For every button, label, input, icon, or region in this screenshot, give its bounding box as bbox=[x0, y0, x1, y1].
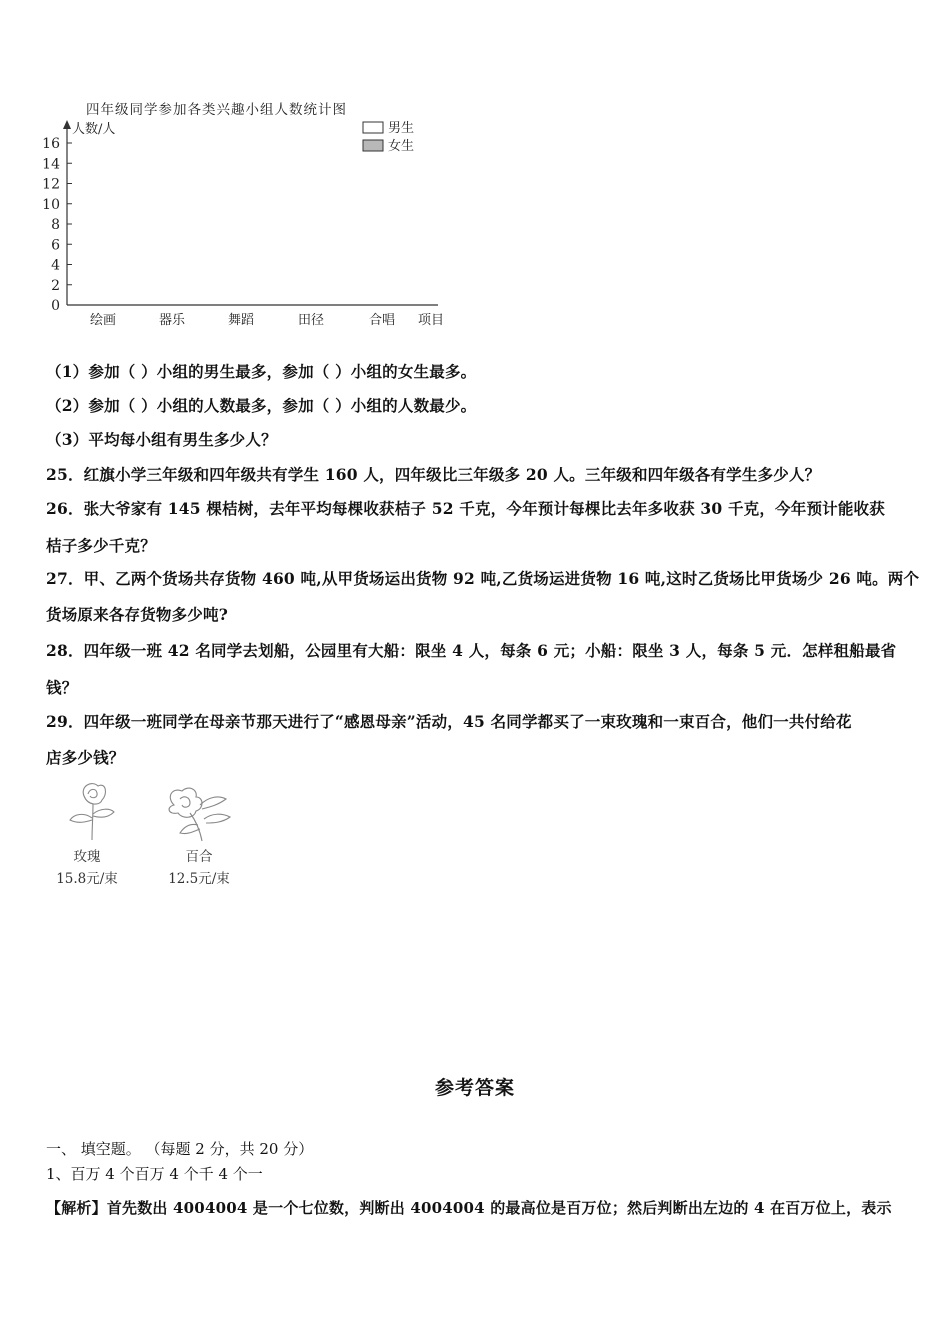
y-tick-label: 2 bbox=[51, 277, 60, 294]
question-24-1: （1）参加（ ）小组的男生最多，参加（ ）小组的女生最多。 bbox=[46, 362, 477, 381]
answers-section-heading: 一、 填空题。 （每题 2 分，共 20 分） bbox=[46, 1140, 314, 1158]
legend-label-boys: 男生 bbox=[388, 121, 415, 136]
question-24-2: （2）参加（ ）小组的人数最多，参加（ ）小组的人数最少。 bbox=[46, 396, 477, 415]
y-tick-label: 4 bbox=[51, 257, 60, 274]
question-28-line2: 钱？ bbox=[46, 678, 78, 697]
x-axis-label: 项目 bbox=[418, 313, 445, 328]
y-tick-label: 14 bbox=[42, 156, 60, 173]
y-tick-label: 8 bbox=[51, 217, 60, 233]
bar-chart bbox=[30, 115, 460, 335]
rose-name: 玫瑰 bbox=[73, 849, 101, 865]
legend-swatch-girls bbox=[363, 140, 383, 151]
x-category-label: 舞蹈 bbox=[227, 313, 255, 328]
x-category-label: 器乐 bbox=[158, 313, 186, 328]
analysis-line bbox=[46, 1197, 892, 1218]
analysis-tag: 【解析】 bbox=[46, 1199, 107, 1217]
x-category-label: 田径 bbox=[297, 313, 325, 328]
question-24-3: （3）平均每小组有男生多少人？ bbox=[46, 430, 277, 449]
rose-price: 15.8元/束 bbox=[56, 871, 118, 887]
rose-icon bbox=[62, 778, 122, 842]
question-25: 25．红旗小学三年级和四年级共有学生 160 人，四年级比三年级多 20 人。三年级和四年级各有学生多少人？ bbox=[46, 465, 821, 484]
x-category-label: 合唱 bbox=[368, 313, 396, 328]
legend bbox=[363, 120, 414, 154]
x-categories bbox=[90, 312, 395, 328]
lily-price: 12.5元/束 bbox=[168, 871, 230, 887]
answers-title: 参考答案 bbox=[434, 1077, 515, 1099]
analysis-text: 首先数出 4004004 是一个七位数，判断出 4004004 的最高位是百万位；然后判断出左边的 4 在百万位上，表示 bbox=[106, 1199, 892, 1217]
answer-1: 1、百万 4 个百万 4 个千 4 个一 bbox=[46, 1165, 263, 1183]
question-26-line1: 26．张大爷家有 145 棵桔树，去年平均每棵收获桔子 52 千克，今年预计每棵比去年多收获 30 千克，今年预计能收获 bbox=[46, 499, 885, 518]
question-28-line1: 28．四年级一班 42 名同学去划船，公园里有大船：限坐 4 人，每条 6 元；小船：限坐 3 人，每条 5 元．怎样租船最省 bbox=[46, 641, 897, 660]
question-29-line1: 29．四年级一班同学在母亲节那天进行了“感恩母亲”活动，45 名同学都买了一束玫瑰和一束百合，他们一共付给花 bbox=[46, 712, 852, 731]
lily-icon bbox=[160, 785, 236, 843]
y-tick-label: 0 bbox=[51, 298, 60, 314]
chart-title: 四年级同学参加各类兴趣小组人数统计图 bbox=[86, 102, 347, 118]
y-tick-label: 16 bbox=[42, 136, 60, 152]
y-tick-label: 12 bbox=[42, 176, 60, 193]
y-axis-arrow bbox=[63, 120, 71, 129]
question-27-line1: 27．甲、乙两个货场共存货物 460 吨,从甲货场运出货物 92 吨,乙货场运进货物 16 吨,这时乙货场比甲货场少 26 吨。两个 bbox=[46, 569, 920, 588]
question-26-line2: 桔子多少千克？ bbox=[46, 536, 156, 555]
lily-name: 百合 bbox=[185, 849, 213, 865]
y-tick-label: 6 bbox=[51, 237, 60, 254]
legend-swatch-boys bbox=[363, 122, 383, 133]
y-axis-label: 人数/人 bbox=[72, 122, 116, 137]
legend-label-girls: 女生 bbox=[388, 139, 415, 154]
x-category-label: 绘画 bbox=[89, 313, 117, 328]
question-27-line2: 货场原来各存货物多少吨? bbox=[46, 605, 228, 624]
y-tick-label: 10 bbox=[42, 196, 60, 213]
question-29-line2: 店多少钱？ bbox=[46, 748, 125, 767]
